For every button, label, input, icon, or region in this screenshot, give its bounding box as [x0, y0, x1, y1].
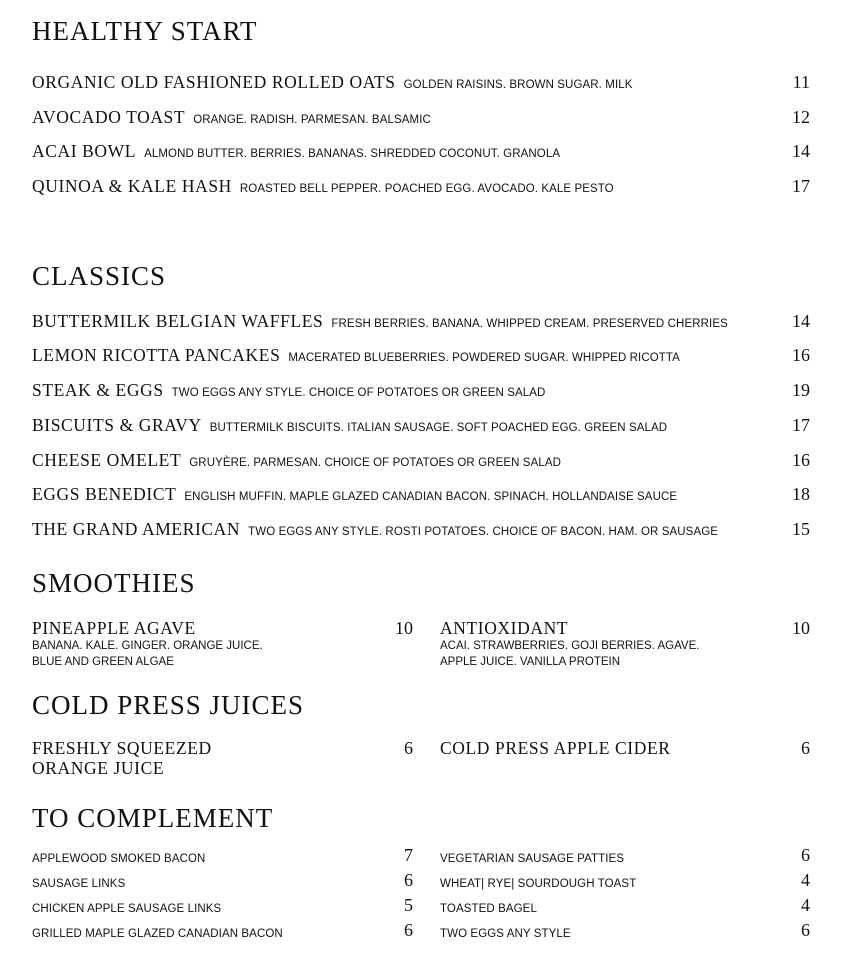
section-title-healthy-start: HEALTHY START: [32, 16, 258, 46]
item-name: TOASTED BAGEL: [440, 903, 537, 915]
item-name: FRESHLY SQUEEZED: [32, 738, 212, 758]
menu-item: [32, 450, 810, 474]
item-name: CHEESE OMELET: [32, 450, 182, 470]
item-price: 5: [404, 895, 413, 915]
menu-item: [32, 311, 810, 335]
menu-item: [32, 107, 810, 131]
item-name: BUTTERMILK BELGIAN WAFFLES: [32, 311, 324, 331]
item-name: WHEAT| RYE| SOURDOUGH TOAST: [440, 878, 637, 890]
item-description: FRESH BERRIES. BANANA. WHIPPED CREAM. PRESERVED CHERRIES: [331, 318, 728, 330]
item-name: QUINOA & KALE HASH: [32, 176, 232, 196]
section-title-classics: CLASSICS: [32, 261, 167, 291]
section-title-to-complement: TO COMPLEMENT: [32, 803, 274, 833]
side-item: [440, 920, 810, 944]
item-description: ALMOND BUTTER. BERRIES. BANANAS. SHREDDED COCONUT. GRANOLA: [144, 148, 561, 160]
side-item: [32, 895, 413, 919]
item-price: 4: [801, 895, 810, 915]
menu-item: [32, 519, 810, 543]
item-name: APPLEWOOD SMOKED BACON: [32, 853, 206, 865]
item-price: 10: [792, 618, 810, 638]
item-description: BLUE AND GREEN ALGAE: [32, 656, 174, 668]
section-title-smoothies: SMOOTHIES: [32, 568, 196, 598]
item-price: 17: [792, 176, 810, 196]
item-price: 6: [801, 738, 810, 758]
menu-item: [32, 345, 810, 369]
section-title-cold-press-juices: COLD PRESS JUICES: [32, 690, 305, 720]
side-item: [32, 920, 413, 944]
item-description: APPLE JUICE. VANILLA PROTEIN: [440, 656, 621, 668]
smoothie-item: [440, 618, 810, 670]
item-price: 14: [792, 141, 810, 161]
menu-item: [32, 380, 810, 404]
item-name: LEMON RICOTTA PANCAKES: [32, 345, 281, 365]
item-price: 10: [395, 618, 413, 638]
side-item: [440, 870, 810, 894]
item-name: ORGANIC OLD FASHIONED ROLLED OATS: [32, 72, 396, 92]
item-price: 6: [801, 920, 810, 940]
item-name: TWO EGGS ANY STYLE: [440, 928, 571, 940]
item-name: SAUSAGE LINKS: [32, 878, 126, 890]
item-description: MACERATED BLUEBERRIES. POWDERED SUGAR. WHIPPED RICOTTA: [288, 352, 680, 364]
item-price: 18: [792, 484, 810, 504]
item-description: BANANA. KALE. GINGER. ORANGE JUICE.: [32, 640, 263, 652]
item-description: TWO EGGS ANY STYLE. CHOICE OF POTATOES OR GREEN SALAD: [171, 387, 546, 399]
item-description: ORANGE. RADISH. PARMESAN. BALSAMIC: [193, 114, 431, 126]
item-description: BUTTERMILK BISCUITS. ITALIAN SAUSAGE. SOFT POACHED EGG. GREEN SALAD: [209, 422, 668, 434]
item-name: AVOCADO TOAST: [32, 107, 186, 127]
item-name: PINEAPPLE AGAVE: [32, 618, 196, 638]
item-name: STEAK & EGGS: [32, 380, 164, 400]
item-price: 6: [404, 738, 413, 758]
item-price: 6: [404, 870, 413, 890]
item-name: COLD PRESS APPLE CIDER: [440, 738, 671, 758]
menu-item: [32, 72, 810, 96]
side-item: [440, 895, 810, 919]
menu-item: [32, 176, 810, 200]
item-name: BISCUITS & GRAVY: [32, 415, 202, 435]
side-item: [32, 845, 413, 869]
item-price: 15: [792, 519, 810, 539]
item-description: ACAI. STRAWBERRIES. GOJI BERRIES. AGAVE.: [440, 640, 700, 652]
item-price: 16: [792, 450, 810, 470]
side-item: [440, 845, 810, 869]
juice-item: [440, 738, 810, 758]
item-name: ACAI BOWL: [32, 141, 137, 161]
item-name: EGGS BENEDICT: [32, 484, 177, 504]
item-price: 6: [801, 845, 810, 865]
item-price: 19: [792, 380, 810, 400]
menu-item: [32, 484, 810, 508]
item-price: 11: [792, 72, 810, 92]
item-name: ANTIOXIDANT: [440, 618, 569, 638]
menu-item: [32, 415, 810, 439]
item-description: ROASTED BELL PEPPER. POACHED EGG. AVOCADO. KALE PESTO: [239, 183, 614, 195]
item-name: THE GRAND AMERICAN: [32, 519, 241, 539]
item-description: ENGLISH MUFFIN. MAPLE GLAZED CANADIAN BACON. SPINACH. HOLLANDAISE SAUCE: [184, 491, 678, 503]
item-name: VEGETARIAN SAUSAGE PATTIES: [440, 853, 625, 865]
item-name: ORANGE JUICE: [32, 758, 165, 778]
item-description: GRUYÈRE. PARMESAN. CHOICE OF POTATOES OR GREEN SALAD: [189, 457, 562, 469]
item-price: 6: [404, 920, 413, 940]
item-price: 14: [792, 311, 810, 331]
item-price: 16: [792, 345, 810, 365]
juice-item: [32, 738, 413, 778]
item-price: 4: [801, 870, 810, 890]
item-description: TWO EGGS ANY STYLE. ROSTI POTATOES. CHOICE OF BACON. HAM. OR SAUSAGE: [248, 526, 719, 538]
item-price: 12: [792, 107, 810, 127]
item-description: GOLDEN RAISINS. BROWN SUGAR. MILK: [403, 79, 633, 91]
smoothie-item: [32, 618, 413, 670]
item-name: CHICKEN APPLE SAUSAGE LINKS: [32, 903, 222, 915]
item-name: GRILLED MAPLE GLAZED CANADIAN BACON: [32, 928, 283, 940]
item-price: 7: [404, 845, 413, 865]
menu-item: [32, 141, 810, 165]
side-item: [32, 870, 413, 894]
item-price: 17: [792, 415, 810, 435]
